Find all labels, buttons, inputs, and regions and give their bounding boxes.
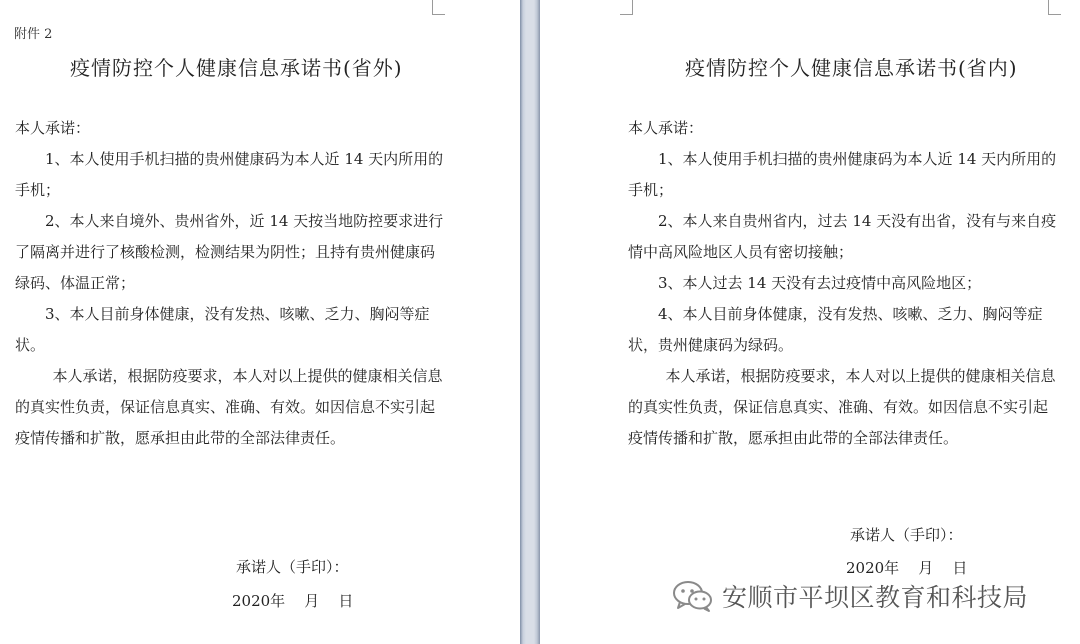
margin-corner-mark <box>620 0 633 15</box>
page-gutter <box>520 0 540 644</box>
left-page <box>0 0 520 644</box>
pledge-paragraph: 本人承诺，根据防疫要求，本人对以上提供的健康相关信息的真实性负责，保证信息真实、准确、有效。如因信息不实引起疫情传播和扩散，愿承担由此带的全部法律责任。 <box>628 367 1056 447</box>
clause-2: 2、本人来自境外、贵州省外，近 14 天按当地防控要求进行了隔离并进行了核酸检测，检测结果为阴性；且持有贵州健康码绿码、体温正常； <box>15 212 444 292</box>
page-title: 疫情防控个人健康信息承诺书(省外) <box>70 56 403 80</box>
margin-corner-mark <box>1048 0 1061 15</box>
clause-4: 4、本人目前身体健康，没有发热、咳嗽、乏力、胸闷等症状，贵州健康码为绿码。 <box>628 305 1043 354</box>
intro-line: 本人承诺： <box>15 119 91 137</box>
date-line: 2020年 月 日 <box>232 592 354 610</box>
clause-1: 1、本人使用手机扫描的贵州健康码为本人近 14 天内所用的手机； <box>15 150 444 199</box>
page-title: 疫情防控个人健康信息承诺书(省内) <box>685 56 1018 80</box>
margin-corner-mark <box>432 0 445 15</box>
pledge-paragraph: 本人承诺，根据防疫要求，本人对以上提供的健康相关信息的真实性负责，保证信息真实、准确、有效。如因信息不实引起疫情传播和扩散，愿承担由此带的全部法律责任。 <box>15 367 443 447</box>
intro-line: 本人承诺： <box>628 119 704 137</box>
clause-3: 3、本人目前身体健康，没有发热、咳嗽、乏力、胸闷等症状。 <box>15 305 430 354</box>
source-watermark <box>672 578 1028 614</box>
attachment-label: 附件 2 <box>14 27 53 42</box>
clause-2: 2、本人来自贵州省内，过去 14 天没有出省，没有与来自疫情中高风险地区人员有密切接触； <box>628 212 1057 261</box>
signature-label: 承诺人（手印）： <box>850 526 963 544</box>
watermark-text: 安顺市平坝区教育和科技局 <box>722 583 1029 612</box>
date-line: 2020年 月 日 <box>846 559 968 577</box>
document-body <box>15 113 445 454</box>
wechat-icon <box>672 579 714 613</box>
clause-1: 1、本人使用手机扫描的贵州健康码为本人近 14 天内所用的手机； <box>628 150 1057 199</box>
right-page <box>540 0 1080 644</box>
clause-3: 3、本人过去 14 天没有去过疫情中高风险地区； <box>658 274 982 292</box>
signature-label: 承诺人（手印）： <box>236 558 349 576</box>
document-body <box>628 113 1058 454</box>
